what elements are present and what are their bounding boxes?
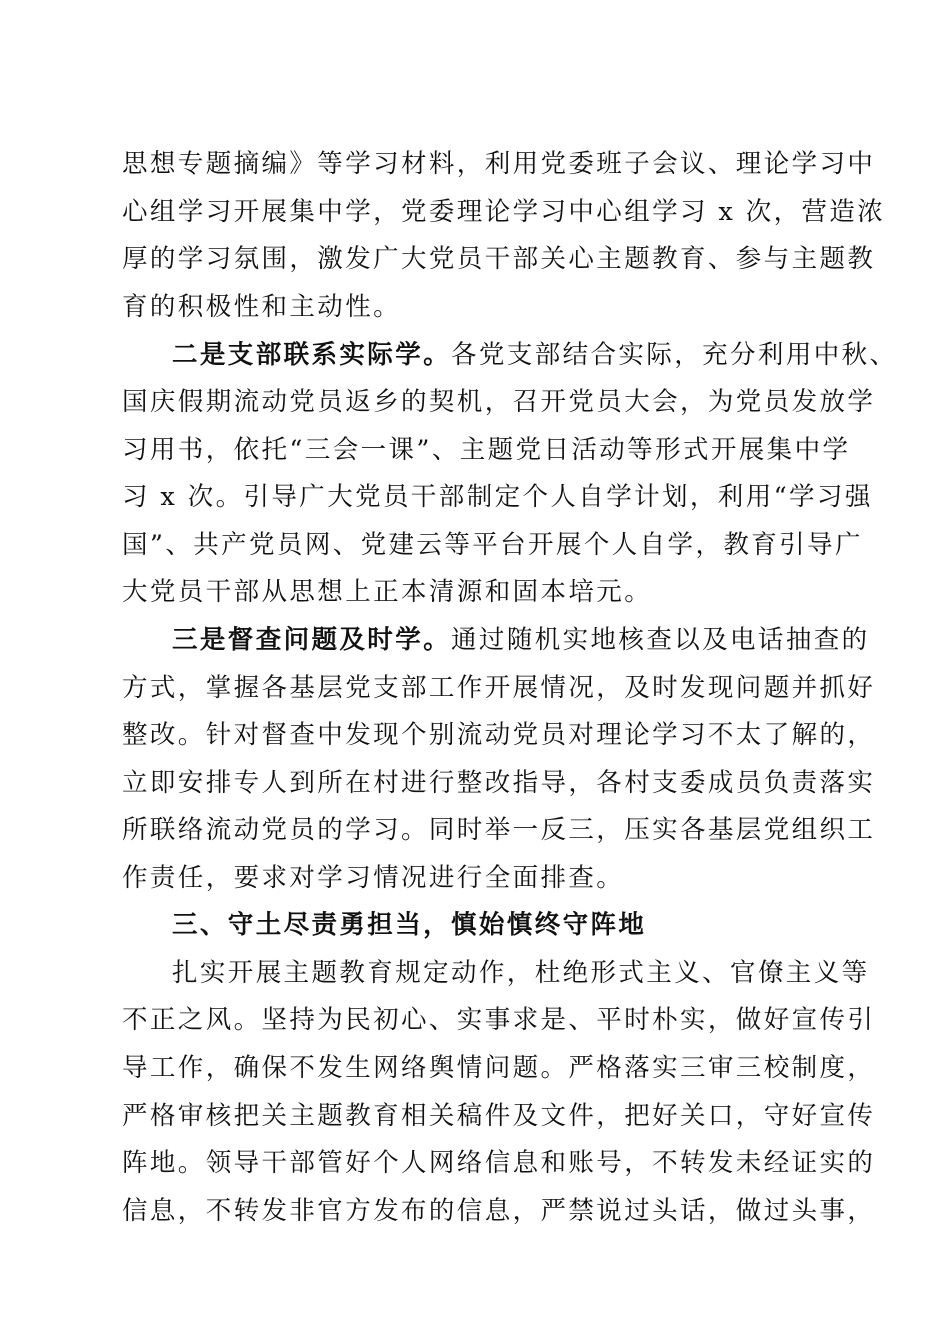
paragraph-line: 不正之风。坚持为民初心、实事求是、平时朴实，做好宣传引 xyxy=(122,1005,876,1035)
paragraph-line: 习 x 次。引导广大党员干部制定个人自学计划，利用“学习强 xyxy=(122,482,873,512)
paragraph-line: 习用书，依托“三会一课”、主题党日活动等形式开展集中学 xyxy=(122,435,851,465)
paragraph-line: 严格审核把关主题教育相关稿件及文件，把好关口，守好宣传 xyxy=(122,1101,876,1131)
paragraph-line: 信息，不转发非官方发布的信息，严禁说过头话，做过头事， xyxy=(122,1196,876,1226)
paragraph-line: 国”、共产党员网、党建云等平台开展个人自学，教育引导广 xyxy=(122,530,863,560)
section-heading: 三、守土尽责勇担当，慎始慎终守阵地 xyxy=(172,910,647,940)
paragraph-line: 心组学习开展集中学，党委理论学习中心组学习 x 次，营造浓 xyxy=(122,197,886,227)
paragraph-line: 国庆假期流动党员返乡的契机，召开党员大会，为党员发放学 xyxy=(122,387,876,417)
paragraph-line: 育的积极性和主动性。 xyxy=(122,292,402,322)
paragraph-first-line xyxy=(172,620,870,660)
paragraph-line: 方式，掌握各基层党支部工作开展情况，及时发现问题并抓好 xyxy=(122,673,876,703)
paragraph-first-line xyxy=(172,335,898,375)
paragraph-text: 通过随机实地核查以及电话抽查的 xyxy=(451,625,870,655)
paragraph-line: 阵地。领导干部管好个人网络信息和账号，不转发未经证实的 xyxy=(122,1148,876,1178)
paragraph-line: 立即安排专人到所在村进行整改指导，各村支委成员负责落实 xyxy=(122,768,876,798)
paragraph-line: 大党员干部从思想上正本清源和固本培元。 xyxy=(122,577,653,607)
paragraph-lead: 二是支部联系实际学。 xyxy=(172,340,452,370)
paragraph-line: 作责任，要求对学习情况进行全面排查。 xyxy=(122,863,625,893)
paragraph-text: 各党支部结合实际，充分利用中秋、 xyxy=(451,340,898,370)
paragraph-line: 思想专题摘编》等学习材料，利用党委班子会议、理论学习中 xyxy=(122,149,876,179)
paragraph-line: 整改。针对督查中发现个别流动党员对理论学习不太了解的， xyxy=(122,720,876,750)
paragraph-lead: 三是督查问题及时学。 xyxy=(172,625,452,655)
paragraph-line: 所联络流动党员的学习。同时举一反三，压实各基层党组织工 xyxy=(122,815,876,845)
paragraph-line: 导工作，确保不发生网络舆情问题。严格落实三审三校制度， xyxy=(122,1053,876,1083)
paragraph-first-line: 扎实开展主题教育规定动作，杜绝形式主义、官僚主义等 xyxy=(172,958,870,988)
paragraph-line: 厚的学习氛围，激发广大党员干部关心主题教育、参与主题教 xyxy=(122,244,876,274)
